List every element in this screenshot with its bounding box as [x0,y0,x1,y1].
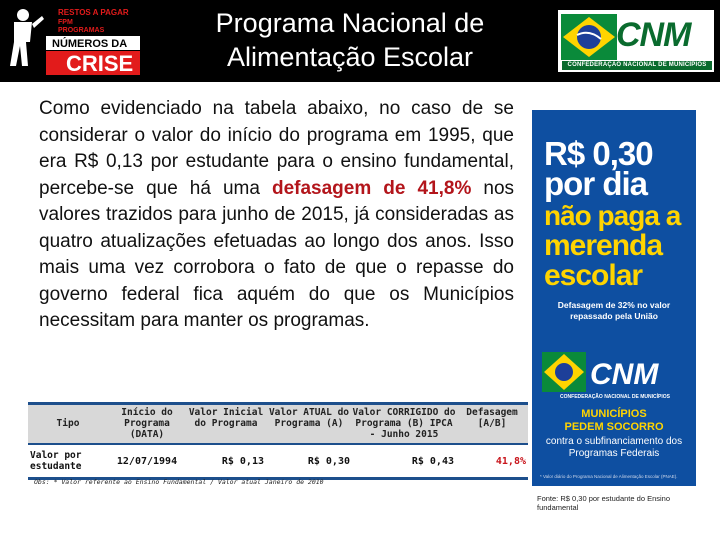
header-inicio: Início do Programa (DATA) [121,407,173,440]
logo-line1: RESTOS A PAGAR [58,8,129,17]
header-valor-atual: Valor ATUAL do Programa (A) [268,407,350,429]
table-note: Obs: * Valor referente ao Ensino Fundamental / Valor atual Janeiro de 2010 [34,478,324,486]
cell-inicio: 12/07/1994 [116,455,178,467]
poster-cnm-tagline: CONFEDERAÇÃO NACIONAL DE MUNICÍPIOS [560,394,670,400]
pnae-table [28,402,528,480]
title-line-1: Programa Nacional de [215,8,485,38]
cell-defasagem: 41,8% [495,455,526,467]
header-tipo: Tipo [56,418,80,429]
cnm-tagline: CONFEDERAÇÃO NACIONAL DE MUNICÍPIOS [562,61,712,70]
cell-tipo: Valor por estudante [30,450,82,472]
table-row [28,444,528,479]
numeros-da-crise-logo [8,6,140,76]
logo-line4: NÚMEROS DA [52,38,128,50]
poster-line-4: merenda [544,229,663,262]
header-defasagem: Defasagem [A/B] [466,407,518,429]
table-header-row [28,404,528,445]
body-paragraph [39,96,514,335]
merenda-poster [532,110,696,486]
cell-valor-corrigido: R$ 0,43 [411,455,454,467]
header-valor-inicial: Valor Inicial do Programa [188,407,264,429]
cnm-wordmark: CNM [616,16,691,54]
logo-line3: PROGRAMAS [58,27,105,34]
poster-muni-3: contra o subfinanciamento dos Programas Federais [545,436,683,459]
header-bar [0,0,720,82]
poster-line-1: R$ 0,30 [544,135,653,172]
logo-line5: CRISE [66,51,134,76]
poster-subtitle: Defasagem de 32% no valor repassado pela União [557,300,671,321]
logo-line2: FPM [58,19,73,26]
page-title [160,6,540,74]
poster-muni-1: MUNICÍPIOS [581,408,647,420]
cell-valor-atual: R$ 0,30 [307,455,350,467]
body-highlight: defasagem de 41,8% [271,177,472,199]
cnm-logo [558,10,714,72]
body-text-before: Como evidenciado na tabela abaixo, no caso de se considerar o valor do início do programa em 1995, que era R$ 0,13 por estudante para o ensino fundamental, percebe-se que há uma [39,98,514,199]
poster-muni-2: PEDEM SOCORRO [564,421,664,433]
header-valor-corrigido: Valor CORRIGIDO do Programa (B) IPCA - Junho 2015 [352,407,456,440]
poster-caption: Fonte: R$ 0,30 por estudante do Ensino fundamental [537,494,671,512]
poster-fine-print: * Valor diário do Programa Nacional de Alimentação Escolar (PNAE). [540,474,678,479]
cell-valor-inicial: R$ 0,13 [221,455,264,467]
body-text-after: nos valores trazidos para junho de 2015, já consideradas as quatro atualizações efetuadas ao longo dos anos. Isso mais uma vez corrobora o fato de que o repasse do governo federal fica aquém do que os Municípios necessitam para manter os programas. [39,177,515,331]
poster-line-2: por dia [544,165,648,202]
poster-line-5: escolar [544,259,643,292]
poster-cnm-wordmark: CNM [590,358,659,391]
poster-line-3: não paga a [544,200,681,231]
title-line-2: Alimentação Escolar [226,42,474,72]
brazil-flag-icon [561,14,617,60]
